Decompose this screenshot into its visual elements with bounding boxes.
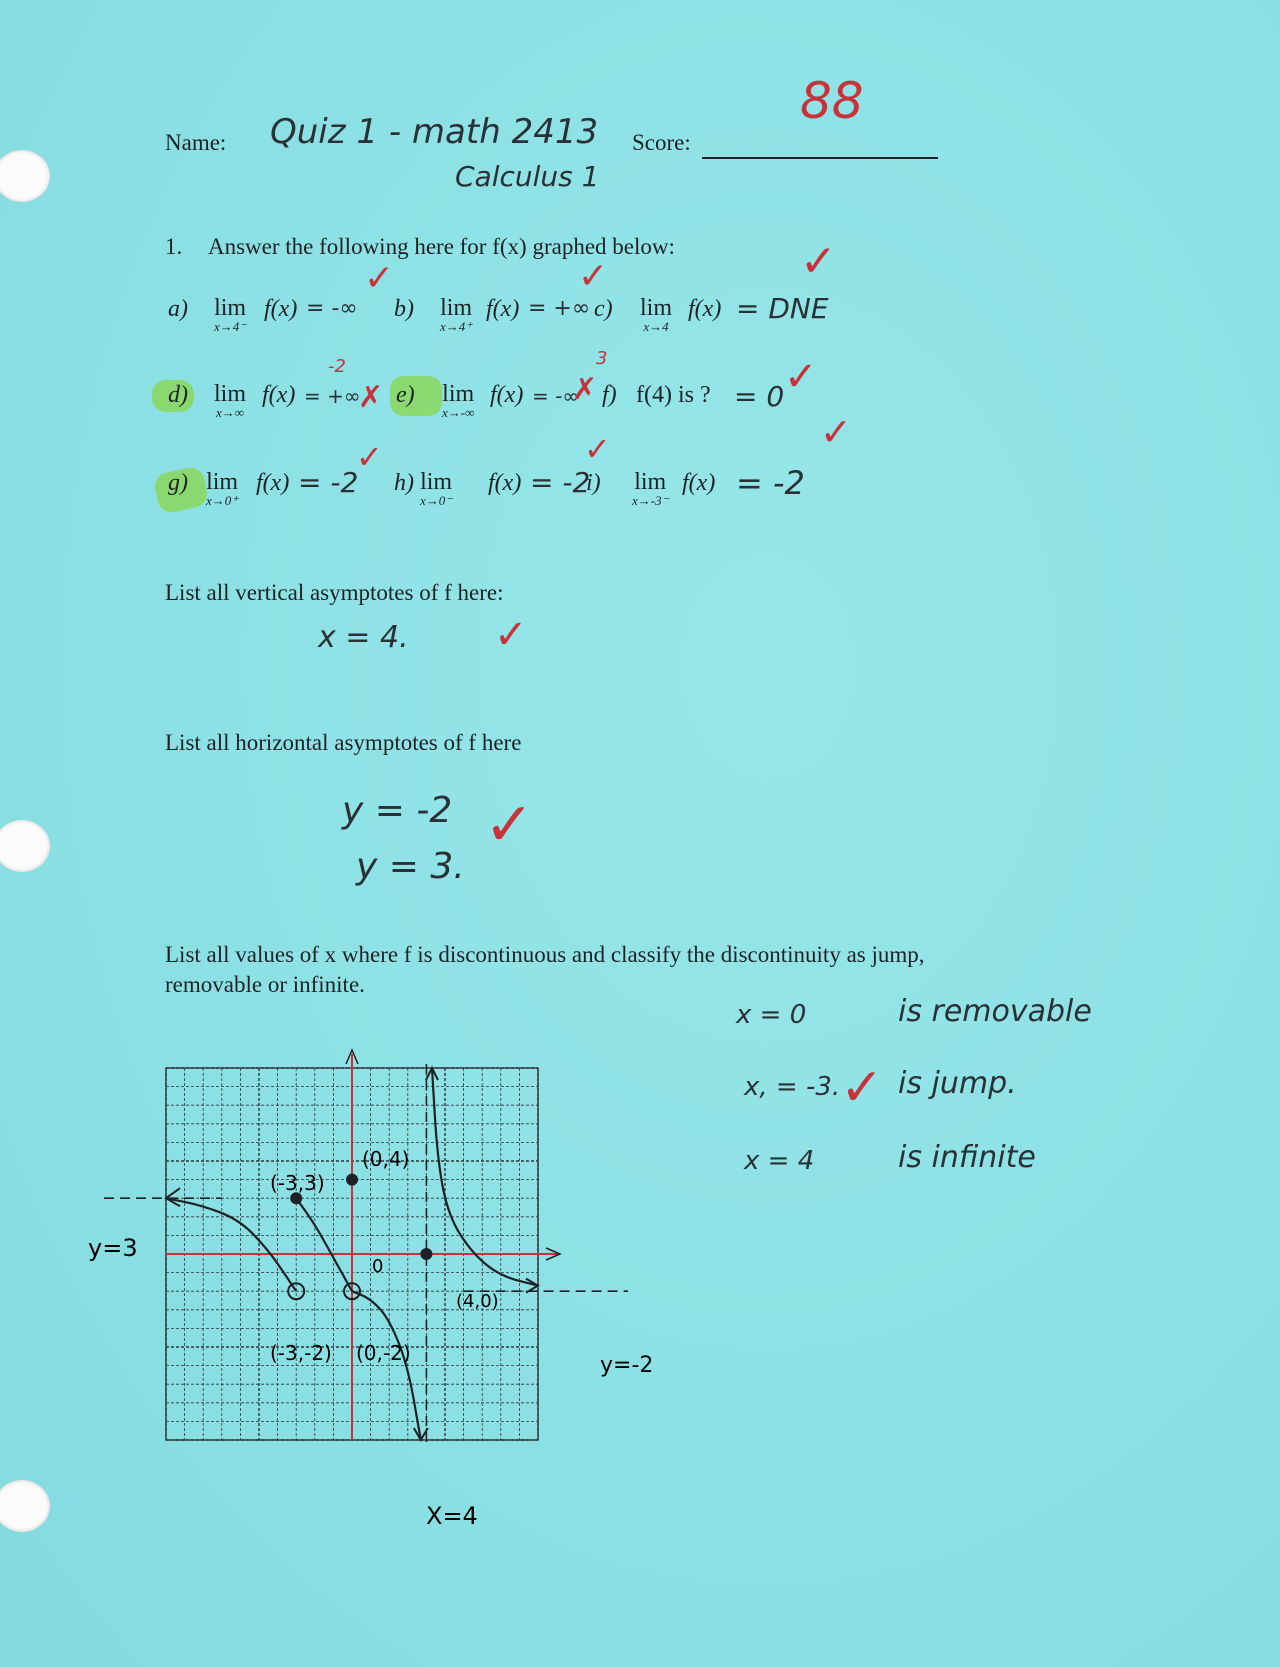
horizontal-answer-2: y = 3.: [356, 846, 465, 887]
label-point-e: (0,-2): [356, 1341, 411, 1365]
part-h-label: h): [394, 470, 414, 496]
part-h-expr: f(x): [488, 470, 522, 496]
lim-sub: x→0⁺: [206, 493, 239, 508]
label-point-c: (4,0): [456, 1291, 499, 1312]
lim-sub: x→4⁺: [440, 319, 473, 334]
part-e-expr: f(x): [490, 382, 524, 408]
part-f-check: ✓: [784, 354, 818, 400]
part-a-expr: f(x): [264, 296, 298, 322]
lim-sub: x→-∞: [442, 405, 475, 420]
lim-sub: x→∞: [215, 405, 245, 420]
part-d-x-mark: ✗: [358, 380, 384, 415]
score-label: Score:: [632, 130, 691, 155]
part-f-answer: = 0: [734, 380, 785, 413]
vertical-check: ✓: [494, 612, 528, 658]
score-line: [702, 157, 938, 159]
part-i-label: i): [586, 470, 601, 496]
part-a-label: a): [168, 296, 188, 322]
lim-word: lim: [640, 295, 673, 321]
part-c-expr: f(x): [688, 296, 722, 322]
lim-sub: x→-3⁻: [632, 493, 669, 508]
part-c-lim: [640, 296, 672, 334]
label-origin: 0: [372, 1256, 384, 1277]
part-g-check: ✓: [356, 438, 383, 476]
discontinuity-check: ✓: [840, 1058, 884, 1118]
part-b-check: ✓: [578, 256, 609, 297]
part-h-check: ✓: [584, 430, 611, 468]
curve-segment-2: [296, 1198, 352, 1291]
lim-sub: x→4: [643, 319, 669, 334]
part-a-lim: [214, 296, 246, 334]
lim-sub: x→0⁻: [420, 493, 453, 508]
discontinuity-x-3: x = 4: [744, 1146, 815, 1176]
label-point-d: (-3,-2): [270, 1341, 332, 1365]
part-e-answer: = -∞: [532, 384, 579, 408]
part-f-expr: f(4) is ?: [636, 382, 711, 408]
score-value: 88: [800, 72, 864, 130]
part-d-lim: [214, 382, 246, 420]
function-graph: [80, 1040, 720, 1540]
vertical-prompt: List all vertical asymptotes of f here:: [165, 580, 504, 605]
discontinuity-x-2: x, = -3.: [744, 1072, 841, 1102]
part-d-label: d): [168, 382, 188, 408]
vertical-answer: x = 4.: [318, 620, 409, 655]
name-label: Name:: [165, 130, 227, 155]
name-value: Quiz 1 - math 2413: [270, 112, 599, 152]
question-number: 1.: [165, 234, 183, 259]
part-h-lim: [420, 470, 452, 508]
curve-segment-1: [166, 1198, 296, 1291]
discontinuity-prompt-line1: List all values of x where f is discontinuous and classify the discontinuity as jump,: [165, 942, 925, 967]
curve-arrow-left: [166, 1188, 180, 1206]
part-i-lim: [632, 470, 668, 508]
lim-word: lim: [214, 381, 247, 407]
label-left-asymptote: y=3: [88, 1234, 138, 1262]
horizontal-check: ✓: [484, 790, 535, 860]
part-g-expr: f(x): [256, 470, 290, 496]
label-right-asymptote: y=-2: [600, 1353, 654, 1378]
closed-point: [347, 1175, 357, 1185]
question-prompt: Answer the following here for f(x) graphed below:: [208, 234, 675, 259]
lim-sub: x→4⁻: [214, 319, 247, 334]
part-d-correction: -2: [328, 356, 346, 377]
part-a-answer: = -∞: [306, 296, 358, 321]
part-g-label: g): [168, 470, 188, 496]
part-f-label: f): [602, 382, 617, 408]
horizontal-answer-1: y = -2: [342, 790, 453, 831]
part-h-answer: = -2: [530, 466, 591, 499]
part-c-answer: = DNE: [736, 292, 829, 325]
part-e-x-mark: ✗: [572, 372, 598, 407]
label-point-b: (0,4): [362, 1147, 410, 1171]
part-b-expr: f(x): [486, 296, 520, 322]
part-i-check: ✓: [820, 410, 852, 454]
closed-point: [421, 1249, 431, 1259]
horizontal-prompt: List all horizontal asymptotes of f here: [165, 730, 522, 755]
binder-hole-top: [0, 150, 50, 202]
lim-word: lim: [440, 295, 473, 321]
part-e-correction: 3: [596, 348, 608, 369]
part-a-check: ✓: [364, 258, 395, 299]
part-d-answer: = +∞: [304, 384, 361, 408]
part-c-label: c): [594, 296, 613, 322]
label-vertical-asymptote: X=4: [426, 1502, 478, 1530]
part-b-lim: [440, 296, 472, 334]
part-g-lim: [206, 470, 238, 508]
discontinuity-type-3: is infinite: [898, 1140, 1036, 1175]
part-e-lim: [442, 382, 474, 420]
part-i-answer: = -2: [736, 464, 805, 502]
part-b-label: b): [394, 296, 414, 322]
binder-hole-middle: [0, 820, 50, 872]
part-i-expr: f(x): [682, 470, 716, 496]
part-b-answer: = +∞: [528, 296, 591, 321]
discontinuity-type-1: is removable: [898, 994, 1092, 1029]
discontinuity-type-2: is jump.: [898, 1066, 1017, 1101]
part-e-label: e): [396, 382, 415, 408]
part-d-expr: f(x): [262, 382, 296, 408]
discontinuity-prompt-line2: removable or infinite.: [165, 972, 365, 997]
label-point-a: (-3,3): [270, 1171, 325, 1195]
curve-segment-4: [432, 1068, 538, 1286]
lim-word: lim: [634, 469, 667, 495]
lim-word: lim: [420, 469, 453, 495]
part-c-check: ✓: [800, 236, 837, 287]
discontinuity-x-1: x = 0: [736, 1000, 807, 1030]
lim-word: lim: [214, 295, 247, 321]
course-value: Calculus 1: [455, 160, 600, 193]
lim-word: lim: [442, 381, 475, 407]
lim-word: lim: [206, 469, 239, 495]
binder-hole-bottom: [0, 1480, 50, 1532]
part-g-answer: = -2: [298, 466, 359, 499]
